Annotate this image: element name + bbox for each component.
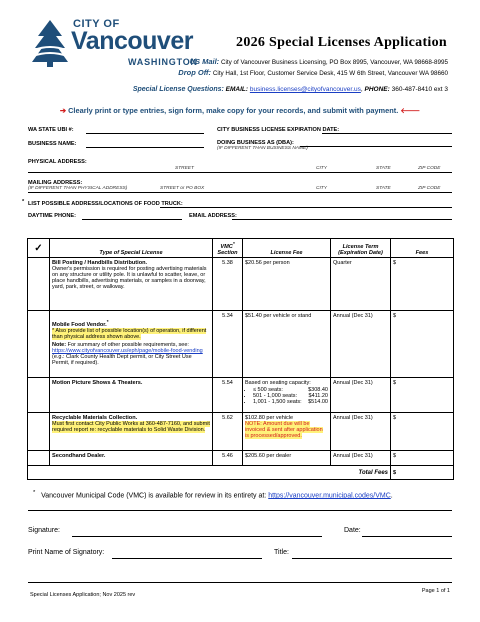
secondhand-checkbox[interactable] <box>28 451 50 466</box>
section-divider <box>28 510 452 511</box>
arrow-left-icon: 🡐 <box>400 106 421 115</box>
mobile-food-fee: $51.40 per vehicle or stand <box>243 311 331 378</box>
type-column-header: Type of Special License <box>50 239 213 258</box>
mobile-food-note-1: * Also provide list of possible location(s) of operation, if different than physical address shown above. <box>52 327 207 340</box>
food-truck-star: * <box>22 199 25 205</box>
vmc-note <box>33 490 393 499</box>
signature-label: Signature: <box>28 527 60 534</box>
page-title: 2026 Special Licenses Application <box>236 35 447 50</box>
questions-line: Special License Questions: EMAIL: business.licenses@cityofvancouver.us, PHONE: 360-487-8410 ext 3 <box>132 86 448 93</box>
email-address-field[interactable] <box>232 219 452 220</box>
secondhand-vmc: 5.46 <box>213 451 243 466</box>
bill-posting-fees-input[interactable]: $ <box>391 258 454 311</box>
mailing-address-label: MAILING ADDRESS: <box>28 180 83 186</box>
mobile-food-fees-input[interactable]: $ <box>391 311 454 378</box>
table-header-row <box>28 239 454 258</box>
logo-tree-icon <box>30 18 70 68</box>
vmc-note-tail: . <box>390 492 393 500</box>
motion-picture-fee-intro: Based on seating capacity: <box>245 380 311 386</box>
seating-tier-label: 1,001 - 1,500 seats: <box>253 399 302 405</box>
food-truck-field[interactable] <box>160 207 452 208</box>
seating-tier-value: $514.00 <box>308 399 328 405</box>
business-name-label: BUSINESS NAME: <box>28 141 77 147</box>
recyclable-term: Annual (Dec 31) <box>331 413 391 451</box>
mailing-street-sublabel: STREET or PO BOX <box>160 186 205 191</box>
food-truck-label: LIST POSSIBLE ADDRESS/LOCATIONS OF FOOD TRUCK: <box>28 201 183 207</box>
term-column-header <box>331 239 391 258</box>
fees-column-header: Fees <box>391 239 454 258</box>
drop-off-address: City Hall, 1st Floor, Customer Service Desk, 415 W 6th Street, Vancouver WA 98660 <box>212 70 448 77</box>
recyclable-checkbox[interactable] <box>28 413 50 451</box>
physical-address-field[interactable] <box>28 172 452 173</box>
print-name-field[interactable] <box>112 558 262 559</box>
mobile-food-note-tail: (e.g.: Clark County Health Dept permit, or City Street Use Permit, if required). <box>52 353 192 366</box>
motion-picture-fees-input[interactable]: $ <box>391 378 454 413</box>
city-exp-label: CITY BUSINESS LICENSE EXPIRATION DATE: <box>217 127 340 133</box>
signature-field[interactable] <box>72 536 322 537</box>
phone-number: 360-487-8410 ext 3 <box>391 86 448 93</box>
bill-posting-title: Bill Posting / Handbills Distribution. <box>52 260 148 266</box>
seating-tier-value: $308.40 <box>308 387 328 393</box>
motion-picture-term: Annual (Dec 31) <box>331 378 391 413</box>
total-fees-label: Total Fees <box>28 466 391 480</box>
business-name-field[interactable] <box>86 147 204 148</box>
drop-off-line <box>178 68 448 77</box>
table-row <box>28 451 454 466</box>
dba-label: DOING BUSINESS AS (DBA): <box>217 140 294 146</box>
mailing-sublabel: (IF DIFFERENT THAN PHYSICAL ADDRESS) <box>28 186 128 191</box>
us-mail-address: City of Vancouver Business Licensing, PO Box 8995, Vancouver, WA 98668-8995 <box>220 59 448 66</box>
seating-tier <box>253 399 328 405</box>
check-column-header: ✓ <box>28 239 50 258</box>
recyclable-vmc: 5.62 <box>213 413 243 451</box>
questions-label: Special License Questions: <box>132 86 224 93</box>
email-link[interactable]: business.licenses@cityofvancouver.us <box>249 86 361 93</box>
vmc-note-text: Vancouver Municipal Code (VMC) is available for review in its entirety at: <box>41 492 267 500</box>
table-row <box>28 258 454 311</box>
license-fees-table <box>27 238 454 480</box>
recyclable-type <box>50 413 213 451</box>
recyclable-desc: Must first contact City Public Works at 360-487-7160, and submit required report re: recyclable materials to Solid Waste Division. <box>52 421 210 433</box>
title-field[interactable] <box>292 558 452 559</box>
term-label: License Term <box>342 244 379 250</box>
wa-ubi-field[interactable] <box>86 133 204 134</box>
instructions-text: Clearly print or type entries, sign form, make copy for your records, and submit with payment. <box>68 106 399 115</box>
mobile-food-term: Annual (Dec 31) <box>331 311 391 378</box>
instructions-notice <box>0 106 480 115</box>
logo-washington: WASHINGTON <box>128 57 198 67</box>
table-row <box>28 413 454 451</box>
bill-posting-type <box>50 258 213 311</box>
recyclable-title: Recyclable Materials Collection. <box>52 415 138 421</box>
seating-tier-label: ≤ 500 seats: <box>253 387 283 393</box>
email-address-label: EMAIL ADDRESS: <box>189 213 237 219</box>
seating-tier-label: 501 - 1,000 seats: <box>253 393 298 399</box>
seating-tier-value: $411.20 <box>308 393 328 399</box>
physical-street-sublabel: STREET <box>175 166 194 171</box>
bill-posting-desc: Owner's permission is required for posting advertising materials on any structure or utility pole. It is unlawful to scatter, leave, or place handbills, advertising materials, or samples in a doorway, yard, park, street, or walkway. <box>52 266 207 290</box>
bill-posting-fee: $20.56 per person <box>243 258 331 311</box>
secondhand-type <box>50 451 213 466</box>
fee-column-header: License Fee <box>243 239 331 258</box>
city-exp-field[interactable] <box>322 133 452 134</box>
mobile-food-checkbox[interactable] <box>28 311 50 378</box>
table-row <box>28 311 454 378</box>
total-fees-input[interactable]: $ <box>391 466 454 480</box>
section-label: Section <box>217 250 238 256</box>
motion-picture-title: Motion Picture Shows & Theaters. <box>52 380 143 386</box>
title-label: Title: <box>274 549 289 556</box>
mobile-food-title: Mobile Food Vendor. <box>52 321 107 328</box>
motion-picture-checkbox[interactable] <box>28 378 50 413</box>
recyclable-fee <box>243 413 331 451</box>
vmc-label: VMC <box>220 244 233 250</box>
drop-off-label: Drop Off: <box>178 68 212 77</box>
physical-city-sublabel: CITY <box>316 166 327 171</box>
date-label: Date: <box>344 527 361 534</box>
mobile-food-vmc: 5.34 <box>213 311 243 378</box>
secondhand-fees-input[interactable]: $ <box>391 451 454 466</box>
recyclable-fees-input[interactable]: $ <box>391 413 454 451</box>
vmc-star: * <box>232 241 235 247</box>
mailing-city-sublabel: CITY <box>316 186 327 191</box>
mailing-address-field[interactable] <box>28 192 452 193</box>
arrow-right-icon: ➔ <box>59 106 67 115</box>
table-row <box>28 378 454 413</box>
us-mail-line <box>190 57 448 66</box>
date-field[interactable] <box>362 536 452 537</box>
mobile-food-note-label: Note: <box>52 341 67 348</box>
daytime-phone-field[interactable] <box>82 219 182 220</box>
secondhand-term: Annual (Dec 31) <box>331 451 391 466</box>
mobile-food-vending-link[interactable]: https://www.cityofvancouver.us/eph/page/mobile-food-vending <box>52 347 203 354</box>
seating-tier-list <box>245 387 328 405</box>
footer-page-number: Page 1 of 1 <box>421 588 450 594</box>
daytime-phone-label: DAYTIME PHONE: <box>28 213 76 219</box>
physical-state-sublabel: STATE <box>376 166 391 171</box>
motion-picture-type <box>50 378 213 413</box>
mobile-food-star: * <box>106 319 109 324</box>
us-mail-label: US Mail: <box>189 57 220 66</box>
dba-sublabel: (IF DIFFERENT THAN BUSINESS NAME) <box>217 146 308 151</box>
footer-divider <box>28 582 452 583</box>
dba-field[interactable] <box>300 146 452 147</box>
bill-posting-checkbox[interactable] <box>28 258 50 311</box>
footer-revision: Special Licenses Application; Nov 2025 rev <box>30 592 136 598</box>
print-name-label: Print Name of Signatory: <box>28 549 105 556</box>
total-row <box>28 466 454 480</box>
recyclable-fee-note: NOTE: Amount due will be invoiced & sent after application is processed/approved. <box>245 421 323 439</box>
mobile-food-note-2: For summary of other possible requirements, see: <box>67 341 189 348</box>
physical-zip-sublabel: ZIP CODE <box>418 166 441 171</box>
mailing-state-sublabel: STATE <box>376 186 391 191</box>
motion-picture-vmc: 5.54 <box>213 378 243 413</box>
physical-address-label: PHYSICAL ADDRESS: <box>28 159 87 165</box>
vmc-column-header <box>213 239 243 258</box>
term-sublabel: (Expiration Date) <box>338 250 383 256</box>
logo-vancouver: Vancouver <box>71 27 193 55</box>
logo-city-of: CITY OF <box>73 18 120 30</box>
wa-ubi-label: WA STATE UBI #: <box>28 127 74 133</box>
email-label: EMAIL: <box>225 86 249 93</box>
vmc-note-star: * <box>33 490 36 496</box>
motion-picture-fee <box>243 378 331 413</box>
secondhand-title: Secondhand Dealer. <box>52 453 106 459</box>
bill-posting-vmc: 5.38 <box>213 258 243 311</box>
secondhand-fee: $205.60 per dealer <box>243 451 331 466</box>
phone-label: PHONE: <box>364 86 390 93</box>
bill-posting-term: Quarter <box>331 258 391 311</box>
vmc-code-link[interactable]: https://vancouver.municipal.codes/VMC <box>268 492 391 500</box>
recyclable-fee-amount: $102.80 per vehicle <box>245 415 294 421</box>
mobile-food-type <box>50 311 213 378</box>
mailing-zip-sublabel: ZIP CODE <box>418 186 441 191</box>
